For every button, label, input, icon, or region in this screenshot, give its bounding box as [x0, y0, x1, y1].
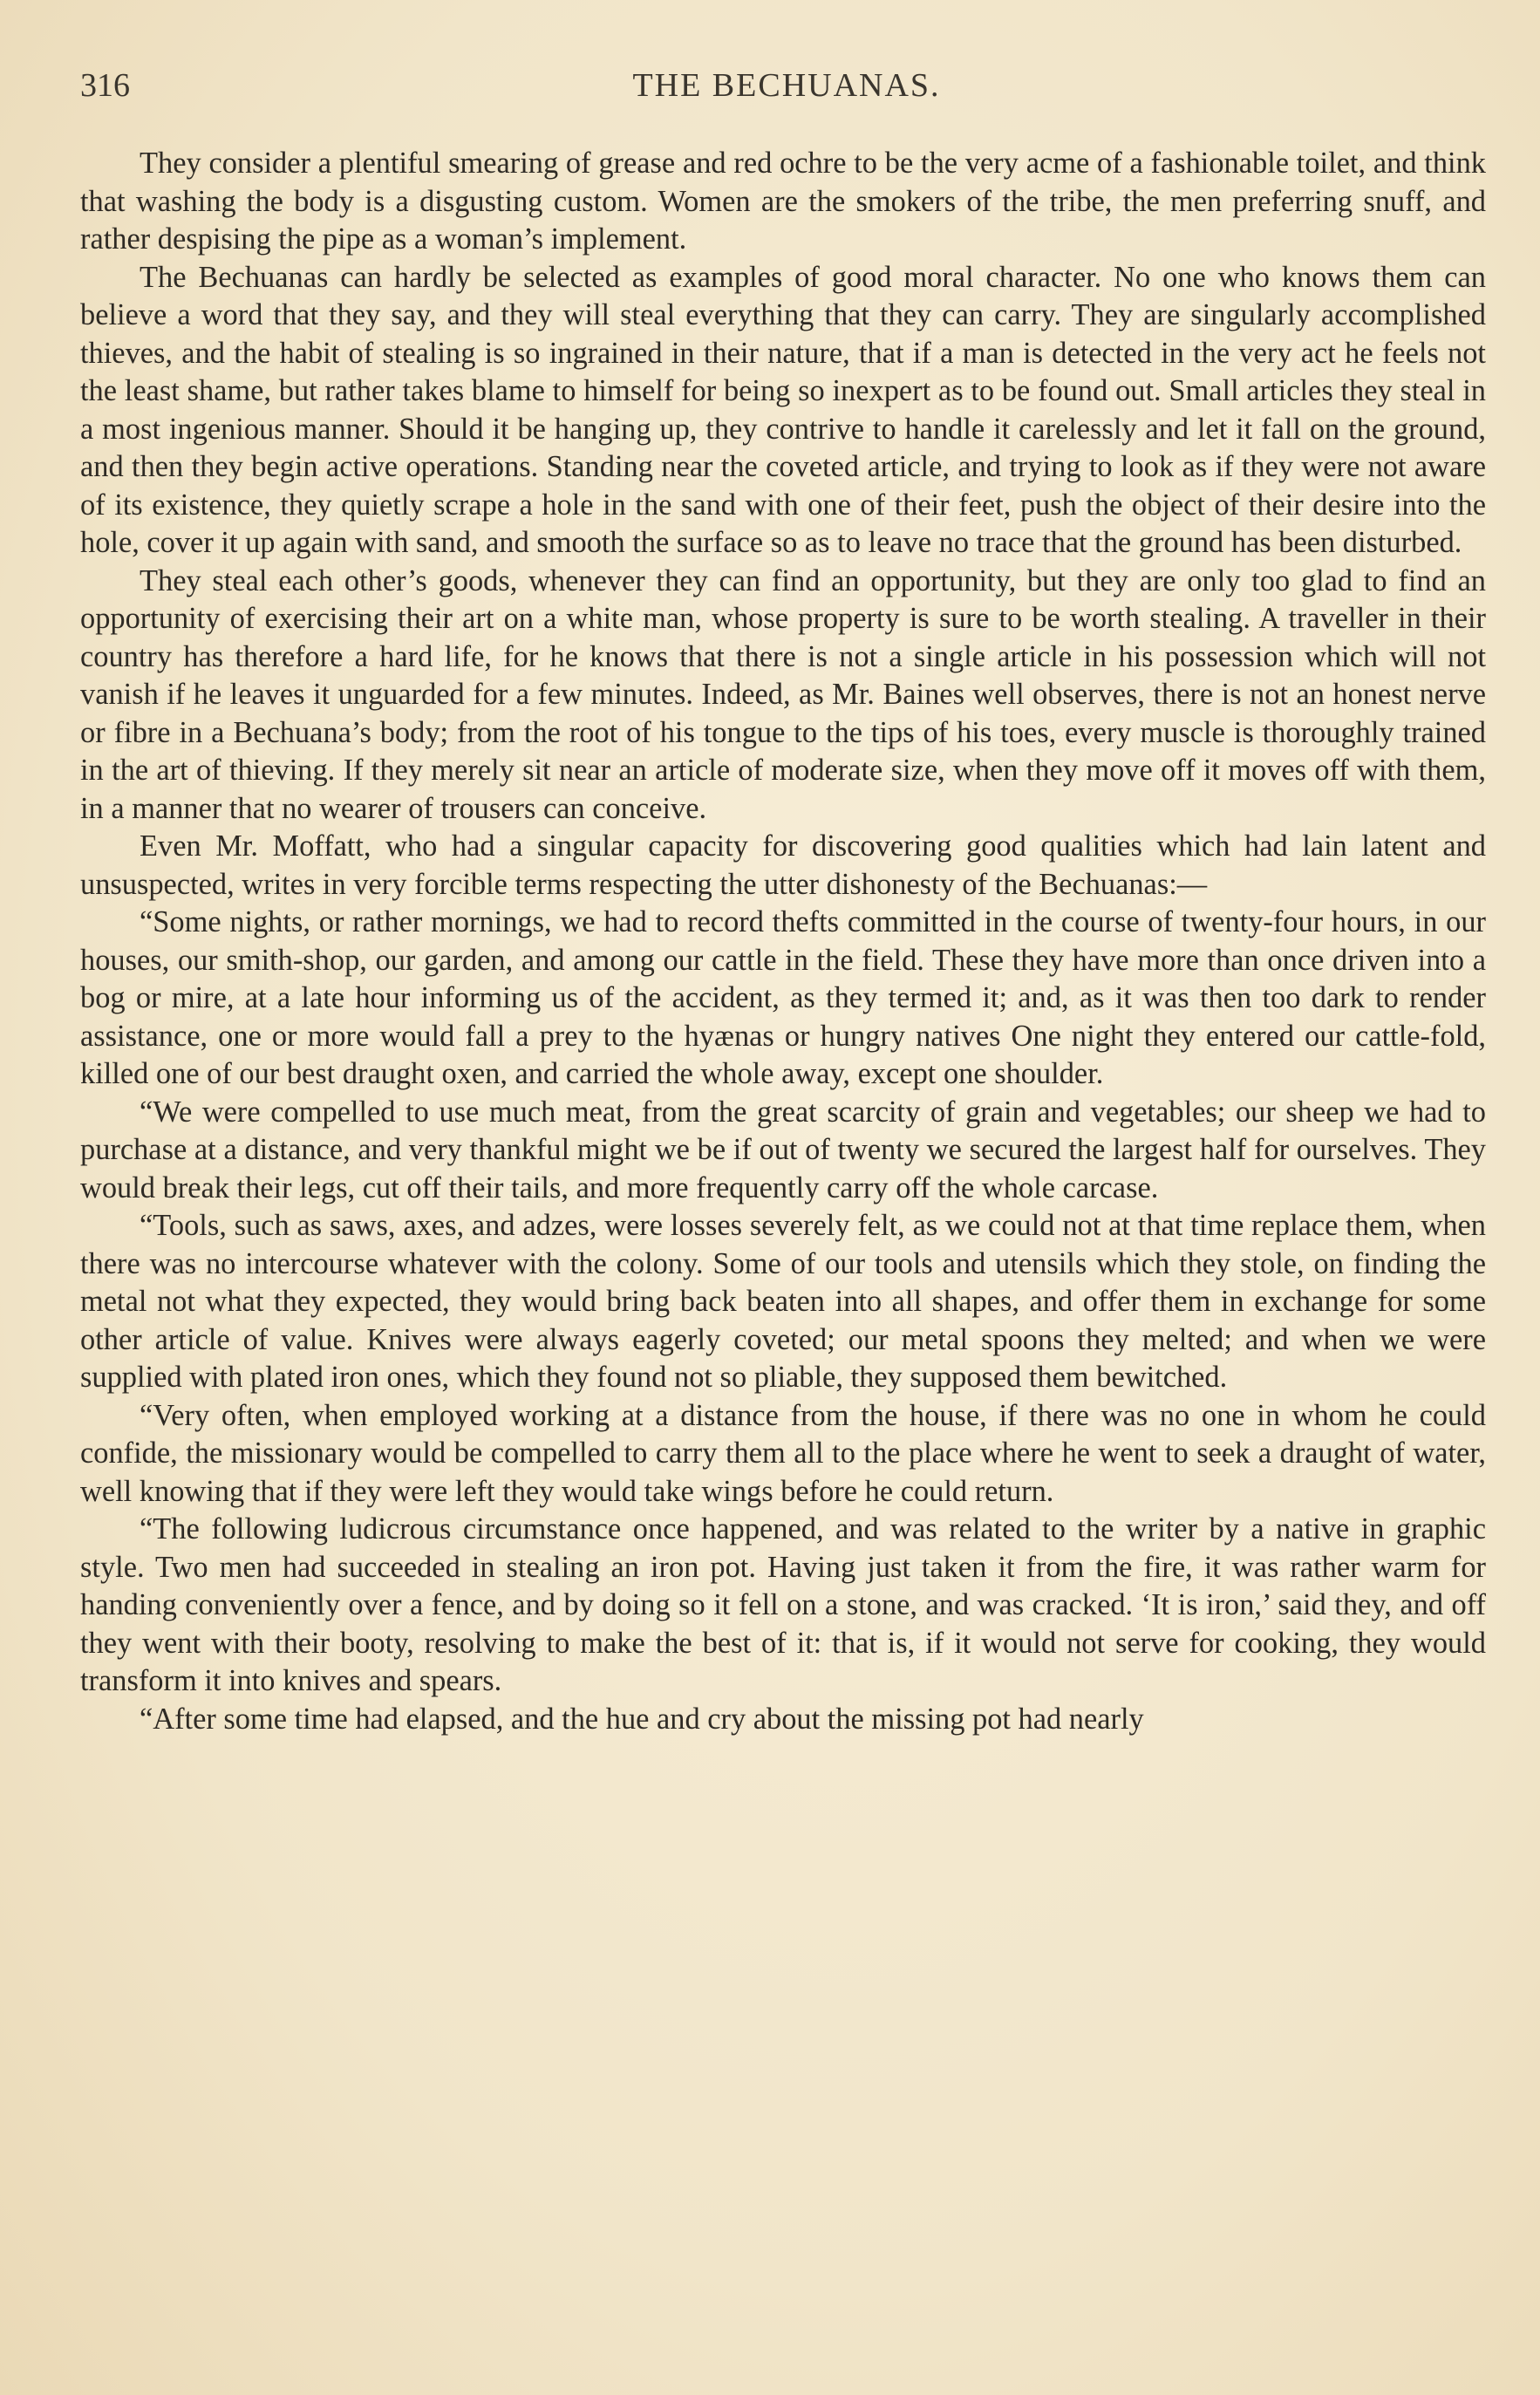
page-number: 316	[80, 67, 130, 104]
paragraph: Even Mr. Moffatt, who had a singular capacity for discovering good qualities which had lain latent and unsuspected, writes in very forcible terms respecting the utter dishonesty of the Bechuanas:—	[80, 829, 1486, 901]
paragraph: The Bechuanas can hardly be selected as examples of good moral character. No one who knows them can believe a word that they say, and they will steal everything that they can carry. They are singularly accomplished thieves, and the habit of stealing is so ingrained in their nature, that if a man is detected in the very act he feels not the least shame, but rather takes blame to himself for being so inexpert as to be found out. Small articles they steal in a most ingenious manner. Should it be hanging up, they contrive to handle it carelessly and let it fall on the ground, and then they begin active operations. Standing near the coveted article, and trying to look as if they were not aware of its existence, they quietly scrape a hole in the sand with one of their feet, push the object of their desire into the hole, cover it up again with sand, and smooth the surface so as to leave no trace that the ground has been disturbed.	[80, 260, 1486, 559]
quoted-paragraph: “Tools, such as saws, axes, and adzes, were losses severely felt, as we could not at that time replace them, when there was no intercourse whatever with the colony. Some of our tools and utensils which they stole, on finding the metal not what they expected, they would bring back beaten into all shapes, and offer them in exchange for some other article of value. Knives were always eagerly coveted; our metal spoons they melted; and when we were supplied with plated iron ones, which they found not so pliable, they supposed them bewitched.	[80, 1209, 1486, 1394]
body-text	[80, 145, 1486, 1738]
quoted-paragraph: “After some time had elapsed, and the hue and cry about the missing pot had nearly	[140, 1702, 1144, 1736]
quoted-paragraph: “Some nights, or rather mornings, we had to record thefts committed in the course of twenty-four hours, in our houses, our smith-shop, our garden, and among our cattle in the field. These they have more than once driven into a bog or mire, at a late hour informing us of the accident, as they termed it; and, as it was then too dark to render assistance, one or more would fall a prey to the hyænas or hungry natives One night they entered our cattle-fold, killed one of our best draught oxen, and carried the whole away, except one shoulder.	[80, 905, 1486, 1090]
page-header	[80, 66, 1493, 110]
quoted-paragraph: “The following ludicrous circumstance once happened, and was related to the writer by a native in graphic style. Two men had succeeded in stealing an iron pot. Having just taken it from the fire, it was rather warm for handing conveniently over a fence, and by doing so it fell on a stone, and was cracked. ‘It is iron,’ said they, and off they went with their booty, resolving to make the best of it: that is, if it would not serve for cooking, they would transform it into knives and spears.	[80, 1512, 1486, 1697]
paragraph: They steal each other’s goods, whenever they can find an opportunity, but they are only too glad to find an opportunity of exercising their art on a white man, whose property is sure to be worth stealing. A traveller in their country has therefore a hard life, for he knows that there is not a single article in his possession which will not vanish if he leaves it unguarded for a few minutes. Indeed, as Mr. Baines well observes, there is not an honest nerve or fibre in a Bechuana’s body; from the root of his tongue to the tips of his toes, every muscle is thoroughly trained in the art of thieving. If they merely sit near an article of moderate size, when they move off it moves off with them, in a manner that no wearer of trousers can conceive.	[80, 563, 1486, 825]
quoted-paragraph: “Very often, when employed working at a distance from the house, if there was no one in whom he could confide, the missionary would be compelled to carry them all to the place where he went to seek a draught of water, well knowing that if they were left they would take wings before he could return.	[80, 1398, 1486, 1508]
paragraph: They consider a plentiful smearing of grease and red ochre to be the very acme of a fashionable toilet, and think that washing the body is a disgusting custom. Women are the smokers of the tribe, the men preferring snuff, and rather despising the pipe as a woman’s implement.	[80, 147, 1486, 256]
running-title: THE BECHUANAS.	[632, 67, 941, 104]
quoted-paragraph: “We were compelled to use much meat, from the great scarcity of grain and vegetables; our sheep we had to purchase at a distance, and very thankful might we be if out of twenty we secured the largest half for ourselves. They would break their legs, cut off their tails, and more frequently carry off the whole carcase.	[80, 1095, 1486, 1204]
